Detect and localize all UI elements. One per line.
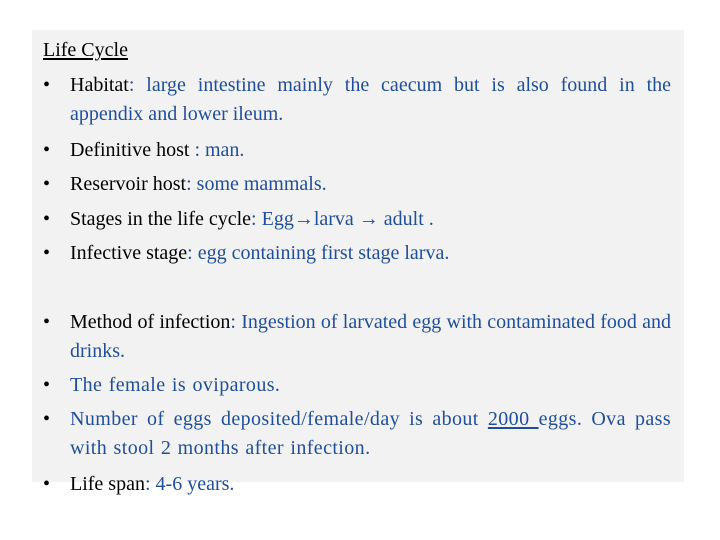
list-item-definitive-host xyxy=(43,136,671,165)
bullet: • xyxy=(43,173,51,195)
item-value: Ingestion of larvated egg with contaminated food and drinks. xyxy=(70,311,672,362)
item-label: Life span xyxy=(70,473,145,495)
list-item-life-span xyxy=(43,470,671,499)
list-item-oviparous xyxy=(43,371,671,400)
bullet: • xyxy=(43,408,51,430)
bullet: • xyxy=(43,473,51,495)
list-item-stages xyxy=(43,205,671,234)
item-text xyxy=(70,170,671,199)
bullet: • xyxy=(43,208,51,230)
bullet: • xyxy=(43,74,51,96)
item-value: 4-6 years. xyxy=(155,473,235,495)
bullet: • xyxy=(43,139,51,161)
item-text xyxy=(70,205,671,234)
item-value: man. xyxy=(205,139,245,161)
item-text xyxy=(70,470,671,499)
item-separator: : xyxy=(144,473,156,495)
item-label: Stages in the life cycle xyxy=(70,208,252,230)
egg-count-value: 2000 xyxy=(487,408,539,430)
list-item-habitat xyxy=(43,71,671,129)
list-item-infective-stage xyxy=(43,239,671,268)
item-separator: : xyxy=(187,242,198,264)
item-label: Habitat xyxy=(70,74,129,96)
list-item-egg-count xyxy=(43,405,671,463)
item-value: Egg→larva → adult . xyxy=(261,208,434,230)
item-value: large intestine mainly the caecum but is also found in the appendix and lower ileum. xyxy=(70,74,672,125)
item-text-pre: Number of eggs deposited/female/day is about xyxy=(70,408,488,430)
item-label: Infective stage xyxy=(70,242,188,264)
item-label: Definitive host xyxy=(70,139,190,161)
bullet: • xyxy=(43,311,51,333)
item-text xyxy=(70,71,671,129)
item-separator: : xyxy=(230,311,242,333)
item-label: Method of infection xyxy=(70,311,231,333)
item-separator: : xyxy=(186,173,197,195)
item-text-post: eggs. Ova pass with stool 2 months after infection. xyxy=(70,408,671,459)
list-item-method-of-infection xyxy=(43,308,671,366)
list-item-reservoir-host xyxy=(43,170,671,199)
item-text: The female is oviparous. xyxy=(70,374,281,396)
item-text xyxy=(70,308,671,366)
bullet: • xyxy=(43,242,51,264)
item-text xyxy=(70,405,671,463)
item-separator: : xyxy=(251,208,262,230)
item-value: some mammals. xyxy=(196,173,327,195)
item-separator: : xyxy=(128,74,147,96)
bullet: • xyxy=(43,374,51,396)
item-separator: : xyxy=(189,139,205,161)
item-text xyxy=(70,239,671,268)
item-value: egg containing first stage larva. xyxy=(197,242,450,264)
slide-title: Life Cycle xyxy=(43,39,128,61)
item-label: Reservoir host xyxy=(70,173,187,195)
item-text xyxy=(70,136,671,165)
